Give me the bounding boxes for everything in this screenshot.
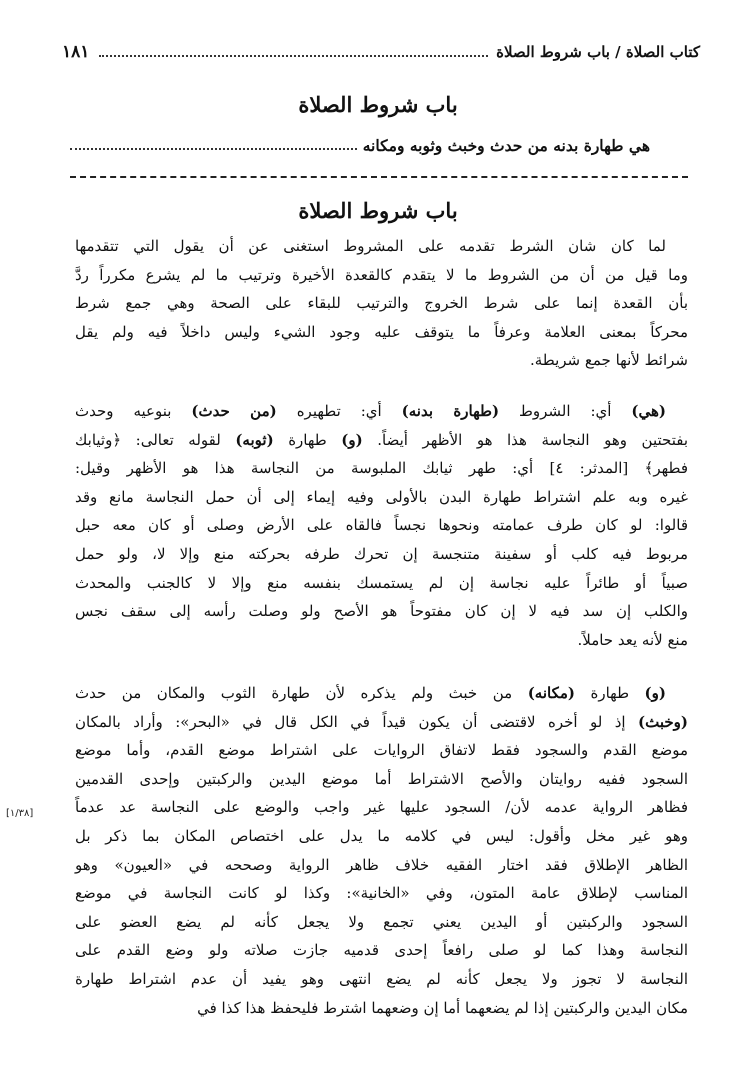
margin-folio-reference: [١/٣٨] — [6, 808, 34, 819]
text-line: فظاهر الرواية عدمه لأن/ السجود عليها غير واجب والوضع على النجاسة عد عدماً — [75, 798, 688, 817]
header-dotted-leader — [99, 55, 488, 57]
text-line: الظاهر الإطلاق فقد اختار الفقيه خلاف ظاهر الرواية وصححه في «العيون» وهو — [75, 855, 688, 874]
text-line: السجود والركبتين أو اليدين يعني تجمع ولا يجعل كأنه لم يضع العضو على — [75, 912, 688, 931]
running-title: كتاب الصلاة / باب شروط الصلاة — [496, 43, 700, 61]
text-line: موضع القدم والسجود فقط لاتفاق الروايات على اشتراط موضع القدم، وأما موضع — [75, 741, 688, 760]
text-line: صبياً أو طائراً عليه نجاسة إن لم يستمسك بنفسه منع وإلا لا كالجنب والمحدث — [75, 573, 688, 592]
text-line: مربوط فيه كلب أو سفينة متنجسة إن تحرك طرفه بحركته منع وإلا لا، ولو حمل — [75, 545, 688, 563]
text-line: وهو غير مخل وأقول: ليس في كلامه ما يدل على اختصاص المكان بما ذكر بل — [75, 827, 688, 845]
text-line: (و) طهارة (مكانه) من خبث ولم يذكره لأن طهارة الثوب والمكان من حدث — [75, 684, 666, 702]
text-line: السجود ففيه روايتان والأصح الاشتراط أما موضع اليدين والركبتين وإحدى القدمين — [75, 769, 688, 788]
matn-line — [70, 130, 650, 160]
text-line: قالوا: لو كان طرف عمامته ونحوها نجساً فالقاه على الأرض وصلى أو كان معه حبل — [75, 516, 688, 535]
page-number: ١٨١ — [62, 42, 90, 62]
text-line: فطهر﴾ [المدثر: ٤] أي: طهر ثيابك الملبوسة من النجاسة هذا هو الأظهر وقيل: — [75, 459, 688, 478]
matn-dotted-leader — [70, 148, 357, 150]
text-line: محركاً بمعنى العلامة وعرفاً ما يتوقف عليه وجود الشيء وليس داخلاً فيه ولم يقل — [75, 322, 689, 341]
text-line: المناسب لإطلاق عامة المتون، وفي «الخانية»: وكذا لو كانت النجاسة في موضع — [75, 884, 688, 903]
text-line: شرائط لأنها جمع شريطة. — [529, 351, 688, 370]
text-line: لما كان شان الشرط تقدمه على المشروط استغنى عن أن يقول التي تتقدمها — [75, 237, 666, 255]
commentary-title: باب شروط الصلاة — [298, 198, 458, 223]
text-line: (هي) أي: الشروط (طهارة بدنه) أي: تطهيره (من حدث) بنوعيه وحدث — [75, 402, 667, 420]
text-line: مكان اليدين والركبتين إذا لم يضعهما أما إن وضعهما اشترط فليحفظ هذا كذا في — [197, 998, 688, 1017]
text-line: منع لأنه يعد حاملاً. — [577, 630, 688, 649]
text-line: بأن القعدة إنما على شرط الخروج والترتيب للبقاء على الصحة وهي جمع شرط — [75, 294, 688, 313]
text-line: وما قيل من أن من الشروط ما لا يتقدم كالقعدة الأخيرة وترتيب ما لم يشرع مكرراً ردَّ — [75, 265, 688, 284]
text-line: (وخبث) إذ لو أخره لاقتضى أن يكون قيداً في الكل قال في «البحر»: وأراد بالمكان — [75, 712, 688, 731]
running-header — [62, 38, 700, 66]
text-line: غيره وبه علم اشتراط طهارة البدن بالأولى وفيه إيماء إلى أن حمل النجاسة مانع وقد — [75, 487, 688, 506]
chapter-title: باب شروط الصلاة — [298, 92, 458, 117]
text-line: النجاسة وهذا كما لو صلى رافعاً إحدى قدميه جازت صلاته ولو وضع القدم على — [75, 941, 688, 960]
text-line: النجاسة لا تجوز ولا يجعل كأنه لم يضع انتهى وهو يفيد أن عدم اشتراط طهارة — [75, 970, 688, 988]
text-line: بفتحتين وهو النجاسة هذا هو الأظهر أيضاً. (و) طهارة (ثوبه) لقوله تعالى: ﴿وثيابك — [75, 430, 688, 449]
matn-text: هي طهارة بدنه من حدث وخبث وثوبه ومكانه — [362, 135, 650, 155]
text-line: والكلب إن سد فيه لا إن كان مفتوحاً هو الأصح ولو وصلت رأسه إلى سقف نجس — [75, 602, 688, 621]
section-separator — [70, 176, 688, 178]
